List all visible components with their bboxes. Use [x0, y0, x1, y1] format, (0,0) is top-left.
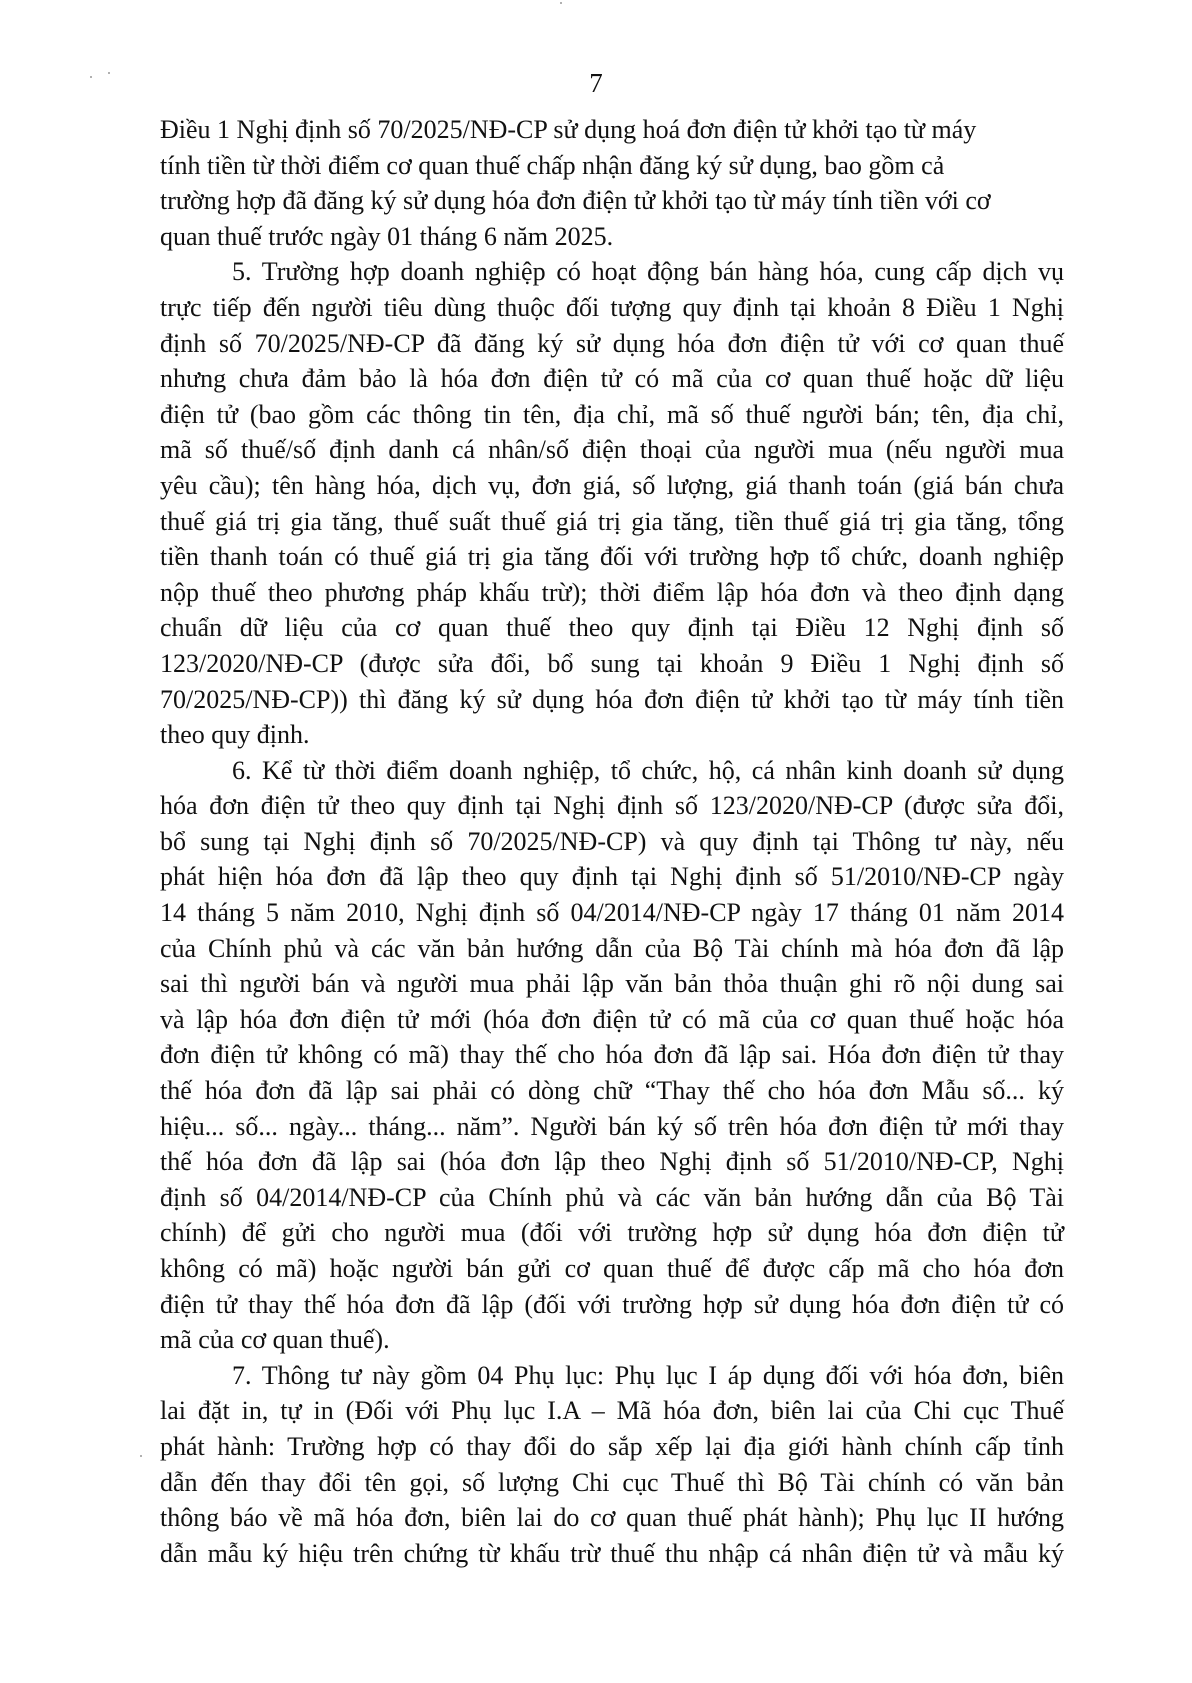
scan-speck: [560, 2, 562, 4]
body-text: [160, 112, 1064, 1571]
paragraph-clause-5: [160, 254, 1064, 752]
text-line: lai đặt in, tự in (Đối với Phụ lục I.A – Mã hóa đơn, biên lai của Chi cục Thuế: [160, 1396, 1064, 1426]
text-line: điện tử thay thế hóa đơn đã lập (đối với trường hợp sử dụng hóa đơn điện tử có: [160, 1289, 1064, 1319]
text-line: nộp thuế theo phương pháp khấu trừ); thời điểm lập hóa đơn và theo định dạng: [160, 577, 1064, 607]
text-line: mã số thuế/số định danh cá nhân/số điện thoại của người mua (nếu người mua: [160, 435, 1064, 465]
text-line: nhưng chưa đảm bảo là hóa đơn điện tử có mã của cơ quan thuế hoặc dữ liệu: [160, 364, 1064, 394]
scan-speck: [90, 76, 92, 78]
text-line: trực tiếp đến người tiêu dùng thuộc đối tượng quy định tại khoản 8 Điều 1 Nghị: [160, 292, 1064, 322]
text-line: chuẩn dữ liệu của cơ quan thuế theo quy định tại Điều 12 Nghị định số: [160, 613, 1064, 643]
text-line: 70/2025/NĐ-CP)) thì đăng ký sử dụng hóa đơn điện tử khởi tạo từ máy tính tiền: [160, 684, 1064, 714]
text-line: dẫn mẫu ký hiệu trên chứng từ khấu trừ thuế thu nhập cá nhân điện tử và mẫu ký: [160, 1538, 1064, 1568]
text-line: 5. Trường hợp doanh nghiệp có hoạt động bán hàng hóa, cung cấp dịch vụ: [232, 257, 1064, 287]
text-line: không có mã) hoặc người bán gửi cơ quan thuế để được cấp mã cho hóa đơn: [160, 1254, 1064, 1283]
scan-speck: [140, 1455, 142, 1457]
text-line: Điều 1 Nghị định số 70/2025/NĐ-CP sử dụng hoá đơn điện tử khởi tạo từ máy: [160, 115, 977, 144]
text-line: thế hóa đơn đã lập sai phải có dòng chữ “Thay thế cho hóa đơn Mẫu số... ký: [160, 1076, 1064, 1106]
text-line: trường hợp đã đăng ký sử dụng hóa đơn điện tử khởi tạo từ máy tính tiền với cơ: [160, 186, 991, 216]
page-number: 7: [589, 68, 603, 98]
text-line: của Chính phủ và các văn bản hướng dẫn của Bộ Tài chính mà hóa đơn đã lập: [160, 933, 1064, 963]
text-line: yêu cầu); tên hàng hóa, dịch vụ, đơn giá, số lượng, giá thanh toán (giá bán chưa: [160, 470, 1064, 500]
paragraph-clause-6: [160, 753, 1064, 1358]
text-line: 7. Thông tư này gồm 04 Phụ lục: Phụ lục I áp dụng đối với hóa đơn, biên: [232, 1360, 1064, 1390]
text-line: mã của cơ quan thuế).: [160, 1325, 390, 1355]
text-line: thông báo về mã hóa đơn, biên lai do cơ quan thuế phát hành); Phụ lục II hướng: [160, 1503, 1064, 1533]
text-line: phát hiện hóa đơn đã lập theo quy định tại Nghị định số 51/2010/NĐ-CP ngày: [160, 862, 1064, 892]
text-line: 123/2020/NĐ-CP (được sửa đổi, bổ sung tại khoản 9 Điều 1 Nghị định số: [160, 648, 1064, 678]
text-line: đơn điện tử không có mã) thay thế cho hóa đơn đã lập sai. Hóa đơn điện tử thay: [160, 1040, 1064, 1070]
paragraph-continued: [160, 112, 1064, 254]
text-line: phát hành: Trường hợp có thay đổi do sắp xếp lại địa giới hành chính cấp tỉnh: [160, 1431, 1064, 1461]
text-line: tiền thanh toán có thuế giá trị gia tăng đối với trường hợp tổ chức, doanh nghiệp: [160, 542, 1064, 572]
text-line: thế hóa đơn đã lập sai (hóa đơn lập theo Nghị định số 51/2010/NĐ-CP, Nghị: [160, 1147, 1064, 1177]
text-line: định số 70/2025/NĐ-CP đã đăng ký sử dụng hóa đơn điện tử với cơ quan thuế: [160, 328, 1064, 358]
paragraph-clause-7: [160, 1358, 1064, 1572]
text-line: và lập hóa đơn điện tử mới (hóa đơn điện tử có mã của cơ quan thuế hoặc hóa: [160, 1004, 1064, 1034]
text-line: điện tử (bao gồm các thông tin tên, địa chỉ, mã số thuế người bán; tên, địa chỉ,: [160, 399, 1064, 429]
text-line: dẫn đến thay đổi tên gọi, số lượng Chi cục Thuế thì Bộ Tài chính có văn bản: [160, 1467, 1064, 1497]
text-line: 6. Kể từ thời điểm doanh nghiệp, tổ chức, hộ, cá nhân kinh doanh sử dụng: [232, 755, 1064, 785]
text-line: hiệu... số... ngày... tháng... năm”. Người bán ký số trên hóa đơn điện tử mới thay: [160, 1111, 1064, 1141]
text-line: bổ sung tại Nghị định số 70/2025/NĐ-CP) và quy định tại Thông tư này, nếu: [160, 826, 1064, 856]
text-line: quan thuế trước ngày 01 tháng 6 năm 2025.: [160, 221, 614, 251]
text-line: chính) để gửi cho người mua (đối với trường hợp sử dụng hóa đơn điện tử: [160, 1218, 1064, 1248]
text-line: 14 tháng 5 năm 2010, Nghị định số 04/2014/NĐ-CP ngày 17 tháng 01 năm 2014: [160, 898, 1064, 928]
text-line: tính tiền từ thời điểm cơ quan thuế chấp nhận đăng ký sử dụng, bao gồm cả: [160, 150, 945, 180]
text-line: thuế giá trị gia tăng, thuế suất thuế giá trị gia tăng, tiền thuế giá trị gia tăng, tổng: [160, 506, 1064, 536]
text-line: theo quy định.: [160, 720, 310, 750]
text-line: định số 04/2014/NĐ-CP của Chính phủ và các văn bản hướng dẫn của Bộ Tài: [160, 1182, 1064, 1212]
scan-speck: [108, 72, 110, 74]
text-line: hóa đơn điện tử theo quy định tại Nghị định số 123/2020/NĐ-CP (được sửa đổi,: [160, 791, 1064, 821]
text-line: sai thì người bán và người mua phải lập văn bản thỏa thuận ghi rõ nội dung sai: [160, 969, 1064, 999]
